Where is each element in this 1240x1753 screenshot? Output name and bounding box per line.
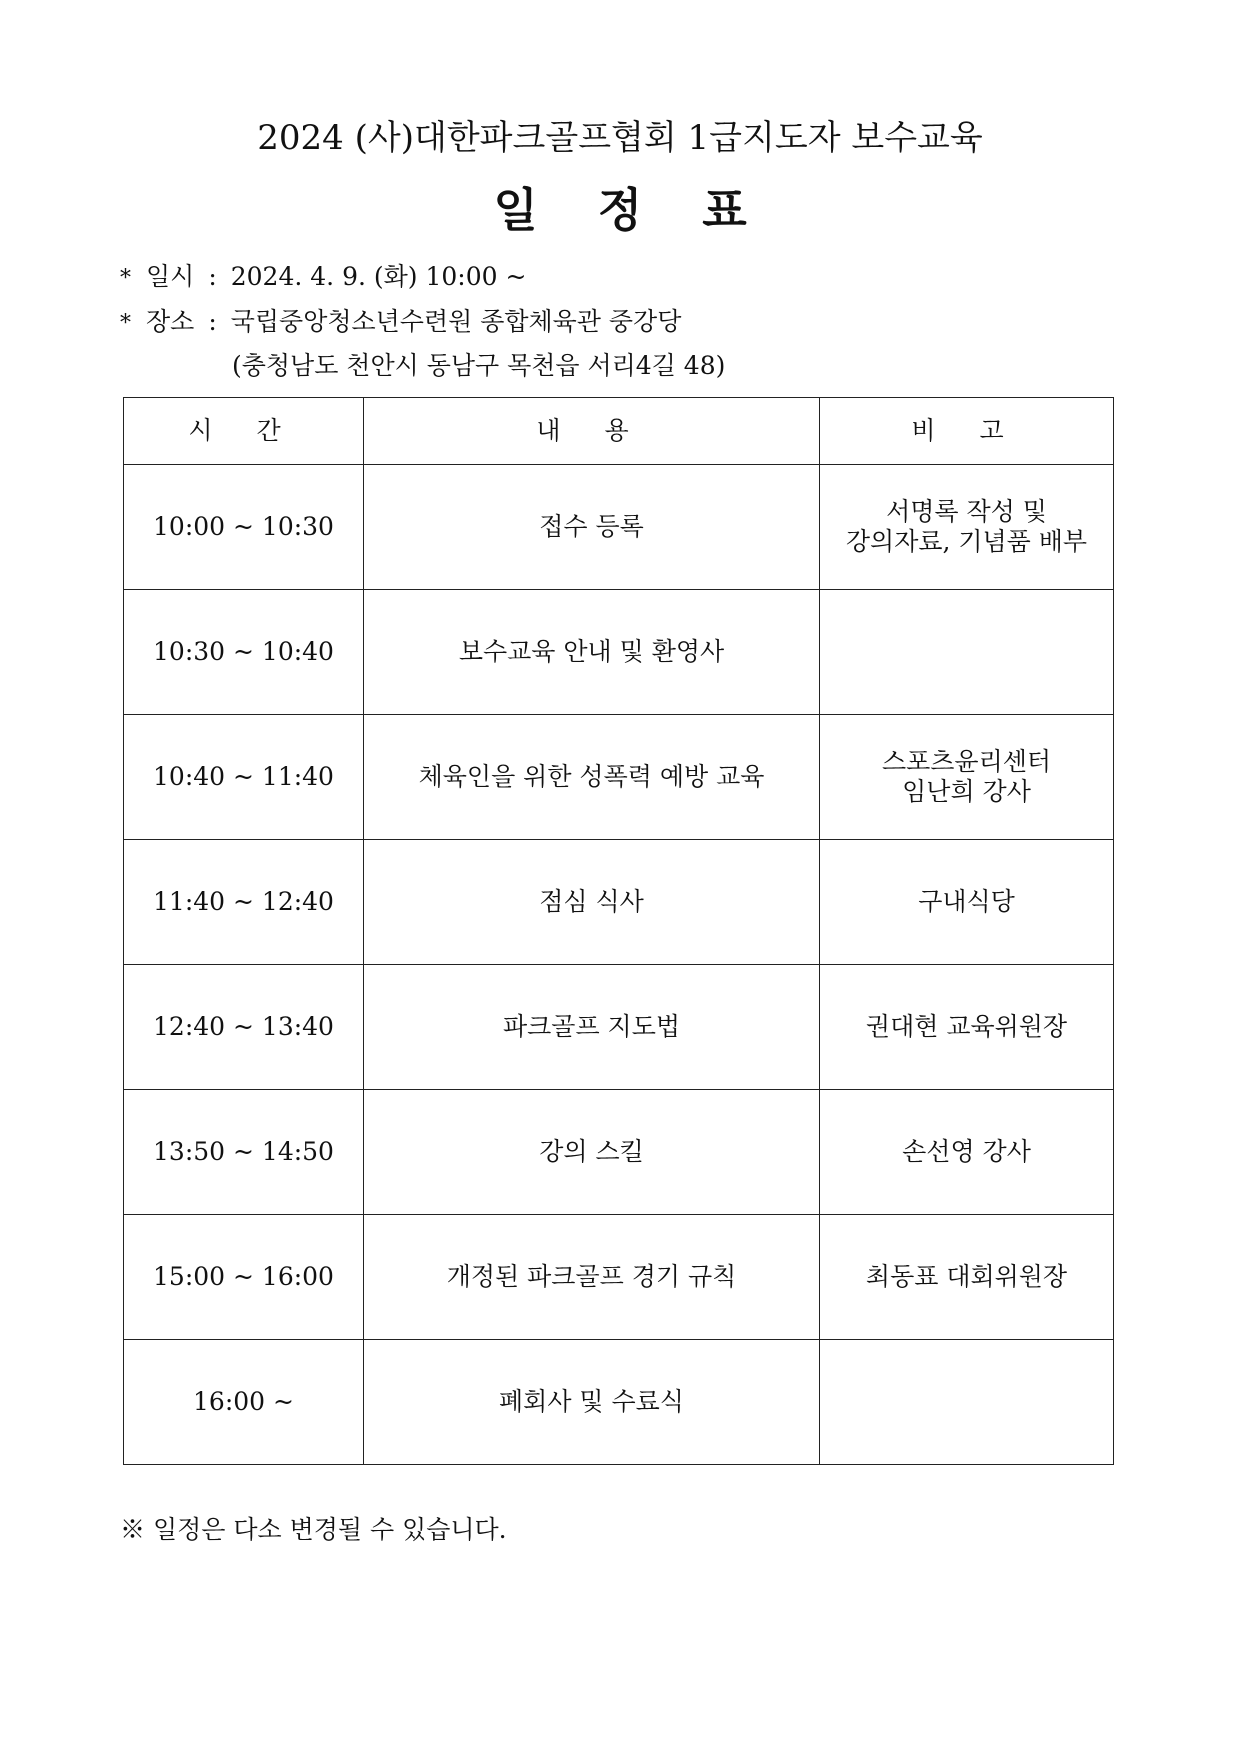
info-place [120, 305, 681, 341]
cell-content: 점심 식사 [364, 840, 820, 965]
date-value: 2024. 4. 9. (화) 10:00 ~ [230, 262, 527, 291]
date-separator: : [208, 262, 217, 291]
table-header-row [124, 398, 1114, 465]
cell-time: 10:30 ~ 10:40 [124, 590, 364, 715]
cell-time: 15:00 ~ 16:00 [124, 1215, 364, 1340]
cell-content: 파크골프 지도법 [364, 965, 820, 1090]
table-row [124, 1215, 1114, 1340]
cell-note [820, 1090, 1114, 1215]
place-address: (충청남도 천안시 동남구 목천읍 서리4길 48) [232, 351, 726, 380]
cell-time: 16:00 ~ [124, 1340, 364, 1465]
cell-content: 보수교육 안내 및 환영사 [364, 590, 820, 715]
cell-note [820, 465, 1114, 590]
cell-time: 13:50 ~ 14:50 [124, 1090, 364, 1215]
note-line: 손선영 강사 [902, 1137, 1031, 1166]
table-row [124, 1090, 1114, 1215]
cell-content: 개정된 파크골프 경기 규칙 [364, 1215, 820, 1340]
cell-time: 10:40 ~ 11:40 [124, 715, 364, 840]
cell-note [820, 965, 1114, 1090]
cell-content: 체육인을 위한 성폭력 예방 교육 [364, 715, 820, 840]
table-row [124, 465, 1114, 590]
header-time: 시 간 [124, 398, 364, 465]
bullet-asterisk: * [120, 311, 131, 336]
note-line: 강의자료, 기념품 배부 [845, 527, 1088, 556]
bullet-asterisk: * [120, 266, 131, 291]
schedule-table [123, 397, 1114, 1465]
header-note: 비 고 [820, 398, 1114, 465]
cell-time: 11:40 ~ 12:40 [124, 840, 364, 965]
info-date [120, 260, 526, 296]
place-label: 장소 [146, 307, 195, 336]
header-content: 내 용 [364, 398, 820, 465]
cell-time: 12:40 ~ 13:40 [124, 965, 364, 1090]
table-row [124, 965, 1114, 1090]
table-row [124, 840, 1114, 965]
table-row [124, 715, 1114, 840]
date-label: 일시 [146, 262, 195, 291]
cell-note [820, 840, 1114, 965]
note-line: 임난희 강사 [902, 777, 1031, 806]
cell-content: 접수 등록 [364, 465, 820, 590]
table-row [124, 590, 1114, 715]
note-line: 구내식당 [918, 887, 1015, 916]
cell-note [820, 590, 1114, 715]
footnote: ※ 일정은 다소 변경될 수 있습니다. [120, 1515, 507, 1544]
cell-note [820, 1340, 1114, 1465]
note-line: 최동표 대회위원장 [865, 1262, 1068, 1291]
document-title: 2024 (사)대한파크골프협회 1급지도자 보수교육 [257, 118, 983, 158]
cell-note [820, 715, 1114, 840]
place-separator: : [208, 307, 217, 336]
table-row [124, 1340, 1114, 1465]
cell-content: 폐회사 및 수료식 [364, 1340, 820, 1465]
cell-content: 강의 스킬 [364, 1090, 820, 1215]
cell-note [820, 1215, 1114, 1340]
note-line: 서명록 작성 및 [886, 497, 1047, 526]
cell-time: 10:00 ~ 10:30 [124, 465, 364, 590]
document-subtitle: 일 정 표 [493, 183, 769, 237]
note-line: 권대현 교육위원장 [865, 1012, 1068, 1041]
schedule-body [124, 465, 1114, 1465]
note-line: 스포츠윤리센터 [881, 747, 1052, 776]
place-value: 국립중앙청소년수련원 종합체육관 중강당 [230, 307, 682, 336]
